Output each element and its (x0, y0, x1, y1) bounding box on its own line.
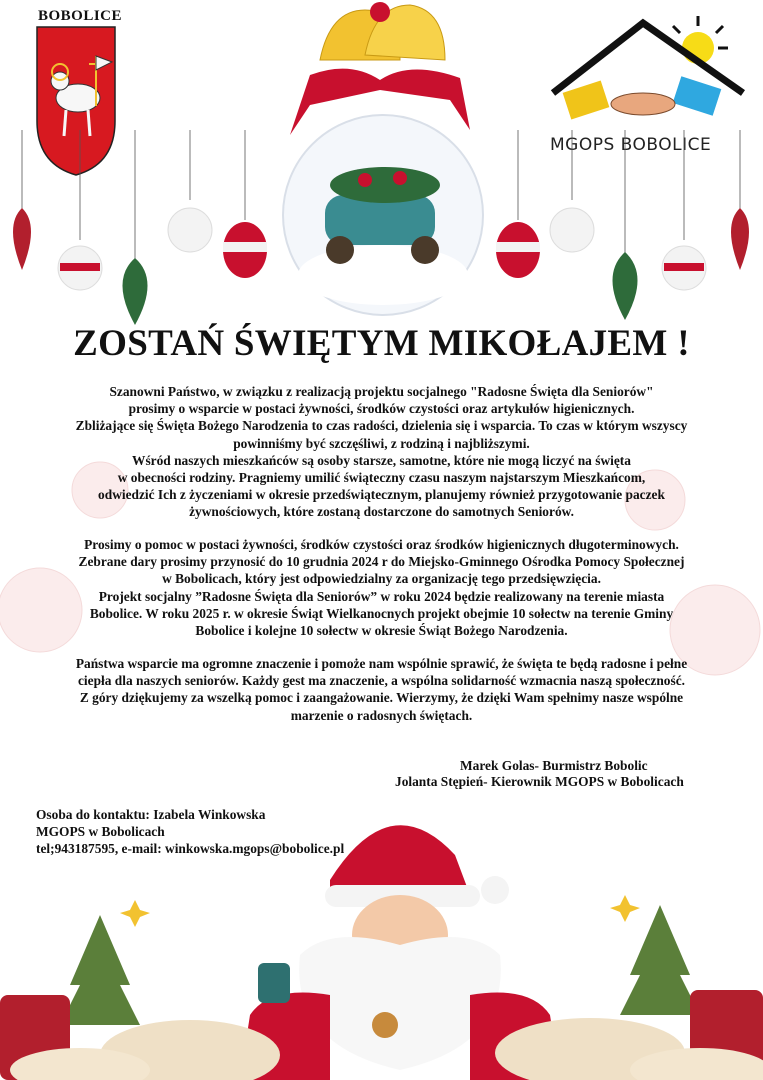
intro-paragraph (18, 383, 745, 521)
text-line: Projekt socjalny ”Radosne Święta dla Seniorów” w roku 2024 będzie realizowany na terenie miasta (98, 588, 665, 604)
contact-office: MGOPS w Bobolicach (36, 824, 165, 839)
contact-person: Osoba do kontaktu: Izabela Winkowska (36, 807, 266, 822)
donation-paragraph (18, 536, 745, 639)
text-line: w Bobolicach, który jest odpowiedzialny za organizację tego przedsięwzięcia. (162, 571, 601, 587)
thanks-paragraph (18, 655, 745, 724)
text-line: Szanowni Państwo, w związku z realizacją projektu socjalnego "Radosne Święta dla Seniorów" (109, 384, 654, 399)
page-title: ZOSTAŃ ŚWIĘTYM MIKOŁAJEM ! (73, 323, 690, 364)
contact-details[interactable]: tel;943187595, e-mail: winkowska.mgops@bobolice.pl (36, 841, 345, 856)
text-line: Bobolice. W roku 2025 r. w okresie Świąt Wielkanocnych projekt obejmie 10 sołectw na terenie Gminy (89, 605, 674, 621)
text-line: marzenie o radosnych świętach. (290, 707, 473, 723)
bobolice-logo-name: BOBOLICE (38, 8, 123, 24)
text-line: w obecności rodziny. Pragniemy umilić świąteczny czasu naszym najstarszym Mieszkańcom, (117, 470, 646, 486)
text-line: Zbliżające się Święta Bożego Narodzenia to czas radości, dzielenia się i wsparcia. To czas w którym wszyscy (75, 418, 688, 434)
mgops-logo-name: MGOPS BOBOLICE (550, 135, 712, 155)
text-line: Z góry dziękujemy za wszelką pomoc i zaangażowanie. Wierzymy, że dzięki Wam spełnimy nasze wspólne (79, 690, 684, 706)
mgops-logo-icon (548, 8, 748, 133)
signature-mayor: Marek Golas- Burmistrz Bobolic (460, 758, 648, 773)
text-line: Bobolice i kolejne 10 sołectw w okresie Świąt Bożego Narodzenia. (195, 623, 568, 639)
text-line: Państwa wsparcie ma ogromne znaczenie i pomoże nam wspólnie sprawić, że święta te będą radosne i pełne (75, 656, 688, 671)
signature-director: Jolanta Stępień- Kierownik MGOPS w Bobolicach (395, 774, 684, 789)
text-line: Zebrane dary prosimy przynosić do 10 grudnia 2024 r do Miejsko-Gminnego Ośrodka Pomocy Społecznej (78, 554, 685, 570)
text-line: powinniśmy być szczęśliwi, z rodziną i najbliższymi. (233, 435, 530, 451)
text-line: Prosimy o pomoc w postaci żywności, środków czystości oraz środków higienicznych długoterminowych. (84, 537, 679, 552)
text-line: żywnościowych, które zostaną dostarczone do samotnych Seniorów. (189, 504, 574, 520)
text-line: prosimy o wsparcie w postaci żywności, środków czystości oraz artykułów higienicznych. (128, 401, 635, 417)
text-line: ciepła dla naszych seniorów. Każdy gest ma znaczenie, a wspólna solidarność wzmacnia naszą społeczność. (77, 673, 686, 689)
text-line: Wśród naszych mieszkańców są osoby starsze, samotne, które nie mogą liczyć na święta (132, 452, 631, 468)
text-line: odwiedzić Ich z życzeniami w okresie przedświątecznym, planujemy również przygotowanie paczek (98, 487, 665, 503)
christmas-bauble-illustration (270, 0, 500, 320)
